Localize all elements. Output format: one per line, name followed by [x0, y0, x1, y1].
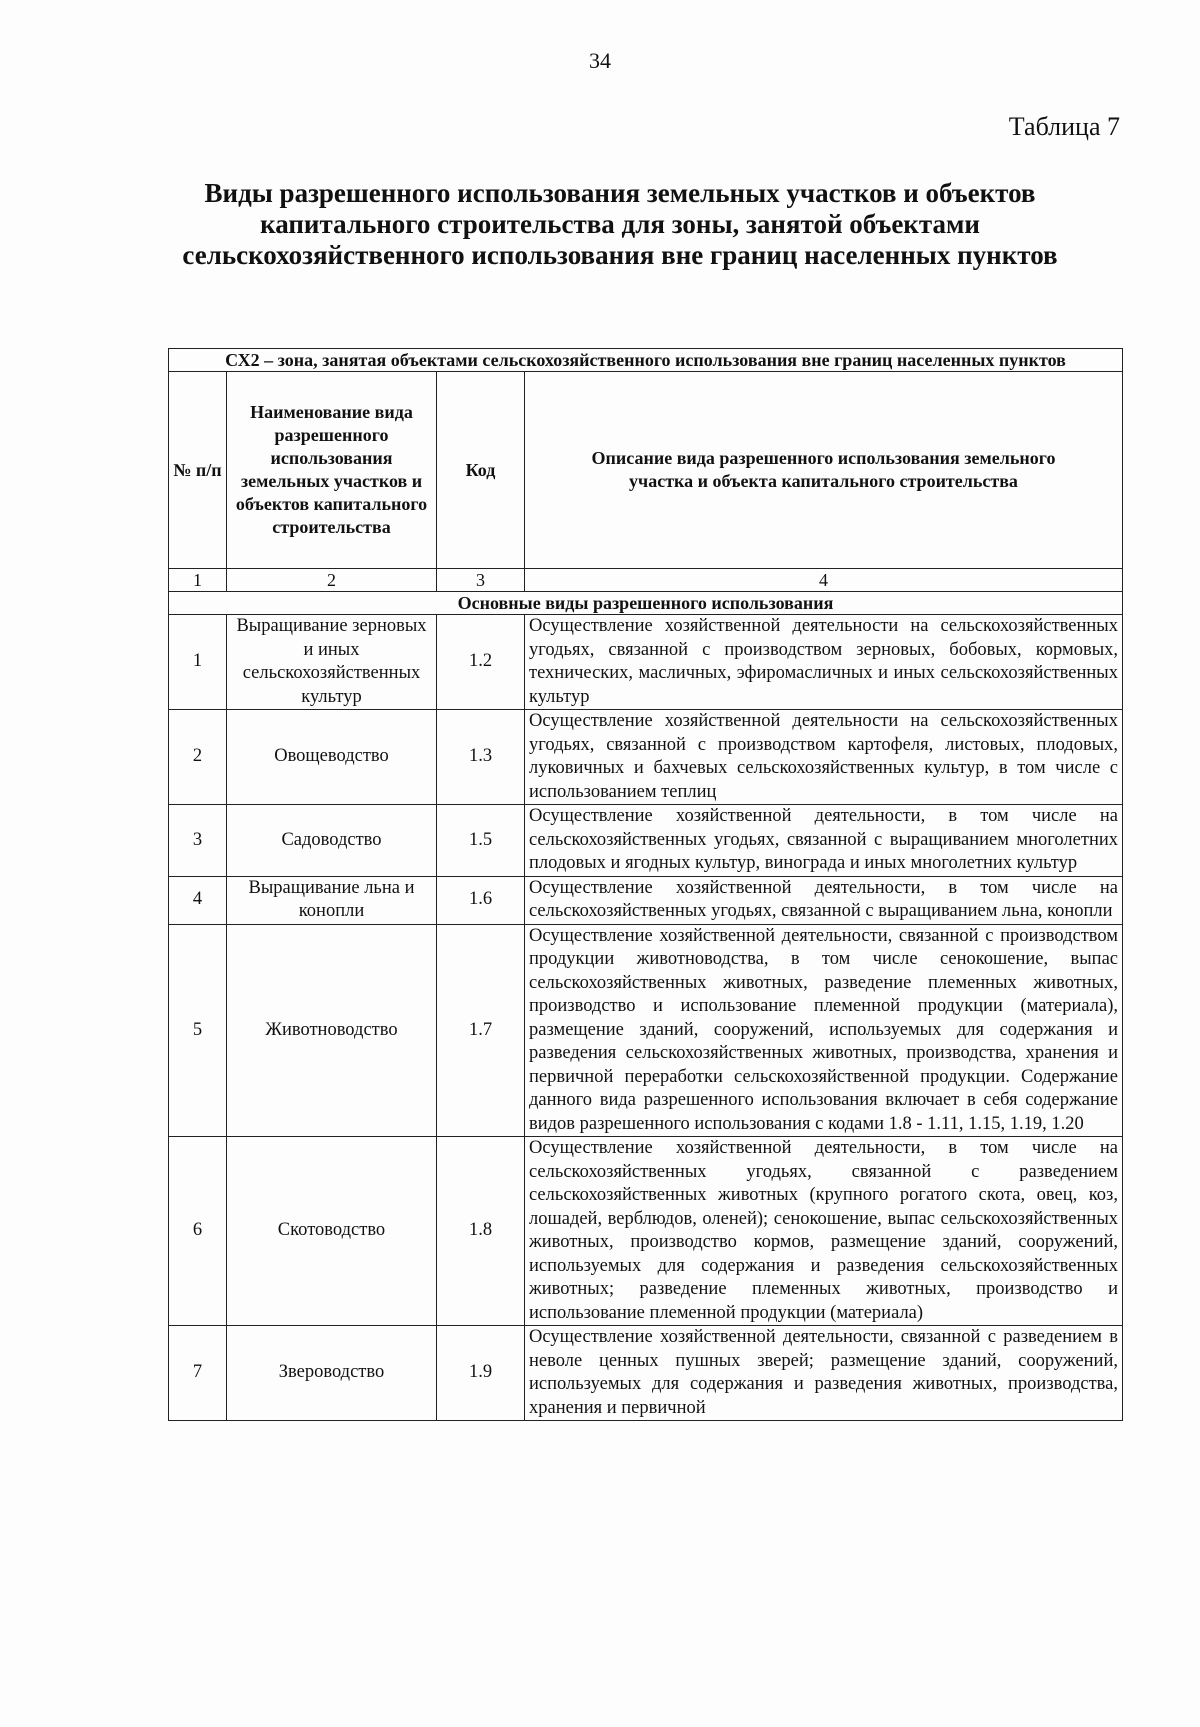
header-name: Наименование вида разрешенного использования земельных участков и объектов капитального строительства	[227, 372, 437, 569]
column-number: 3	[437, 569, 525, 592]
row-num: 7	[169, 1326, 227, 1421]
header-num: № п/п	[169, 372, 227, 569]
column-number: 4	[525, 569, 1123, 592]
row-desc: Осуществление хозяйственной деятельности на сельскохозяйственных угодьях, связанной с производством зерновых, бобовых, кормовых, технических, масличных, эфиромасличных и иных сельскохозяйственных культур	[525, 615, 1123, 710]
table-row	[169, 1326, 1123, 1421]
row-code: 1.8	[437, 1137, 525, 1326]
row-name: Животноводство	[227, 924, 437, 1137]
table-row	[169, 924, 1123, 1137]
row-desc: Осуществление хозяйственной деятельности, в том числе на сельскохозяйственных угодьях, связанной с выращиванием льна, конопли	[525, 876, 1123, 924]
row-name: Выращивание зерновых и иных сельскохозяйственных культур	[227, 615, 437, 710]
row-num: 4	[169, 876, 227, 924]
table-label: Таблица 7	[1008, 112, 1120, 141]
zone-header: СХ2 – зона, занятая объектами сельскохозяйственного использования вне границ населенных пунктов	[169, 349, 1123, 372]
row-name: Выращивание льна и конопли	[227, 876, 437, 924]
section-row	[169, 592, 1123, 615]
row-name: Садоводство	[227, 805, 437, 877]
page-number: 34	[589, 48, 611, 73]
header-desc: Описание вида разрешенного использования земельного участка и объекта капитального строительства	[525, 372, 1123, 569]
row-desc: Осуществление хозяйственной деятельности, в том числе на сельскохозяйственных угодьях, связанной с выращиванием многолетних плодовых и ягодных культур, винограда и иных многолетних культур	[525, 805, 1123, 877]
table-row	[169, 876, 1123, 924]
table-row	[169, 1137, 1123, 1326]
row-num: 5	[169, 924, 227, 1137]
document-title: Виды разрешенного использования земельных участков и объектов капитального строительства для зоны, занятой объектами сельскохозяйственного использования вне границ населенных пунктов	[182, 178, 1058, 270]
row-desc: Осуществление хозяйственной деятельности на сельскохозяйственных угодьях, связанной с производством картофеля, листовых, плодовых, луковичных и бахчевых сельскохозяйственных культур, в том числе с использованием теплиц	[525, 710, 1123, 805]
row-code: 1.7	[437, 924, 525, 1137]
row-name: Скотоводство	[227, 1137, 437, 1326]
header-code: Код	[437, 372, 525, 569]
column-number: 1	[169, 569, 227, 592]
row-code: 1.9	[437, 1326, 525, 1421]
table-row	[169, 710, 1123, 805]
land-use-table	[168, 348, 1123, 1421]
row-code: 1.5	[437, 805, 525, 877]
row-desc: Осуществление хозяйственной деятельности, связанной с производством продукции животноводства, в том числе сенокошение, выпас сельскохозяйственных животных, разведение племенных животных, производство и использование племенной продукции (материала), размещение зданий, сооружений, используемых для содержания и разведения сельскохозяйственных животных, производства, хранения и первичной переработки сельскохозяйственной продукции. Содержание данного вида разрешенного использования включает в себя содержание видов разрешенного использования с кодами 1.8 - 1.11, 1.15, 1.19, 1.20	[525, 924, 1123, 1137]
table-row	[169, 805, 1123, 877]
table-row	[169, 615, 1123, 710]
row-desc: Осуществление хозяйственной деятельности, связанной с разведением в неволе ценных пушных зверей; размещение зданий, сооружений, используемых для содержания и разведения животных, производства, хранения и первичной	[525, 1326, 1123, 1421]
row-num: 3	[169, 805, 227, 877]
zone-header-row	[169, 349, 1123, 372]
row-code: 1.6	[437, 876, 525, 924]
column-header-row	[169, 372, 1123, 569]
column-number: 2	[227, 569, 437, 592]
row-desc: Осуществление хозяйственной деятельности, в том числе на сельскохозяйственных угодьях, связанной с разведением сельскохозяйственных животных (крупного рогатого скота, овец, коз, лошадей, верблюдов, оленей); сенокошение, выпас сельскохозяйственных животных, производство кормов, размещение зданий, сооружений, используемых для содержания и разведения сельскохозяйственных животных; разведение племенных животных, производство и использование племенной продукции (материала)	[525, 1137, 1123, 1326]
row-num: 1	[169, 615, 227, 710]
row-code: 1.3	[437, 710, 525, 805]
column-number-row	[169, 569, 1123, 592]
row-name: Звероводство	[227, 1326, 437, 1421]
section-title: Основные виды разрешенного использования	[169, 592, 1123, 615]
row-num: 6	[169, 1137, 227, 1326]
row-code: 1.2	[437, 615, 525, 710]
row-name: Овощеводство	[227, 710, 437, 805]
row-num: 2	[169, 710, 227, 805]
